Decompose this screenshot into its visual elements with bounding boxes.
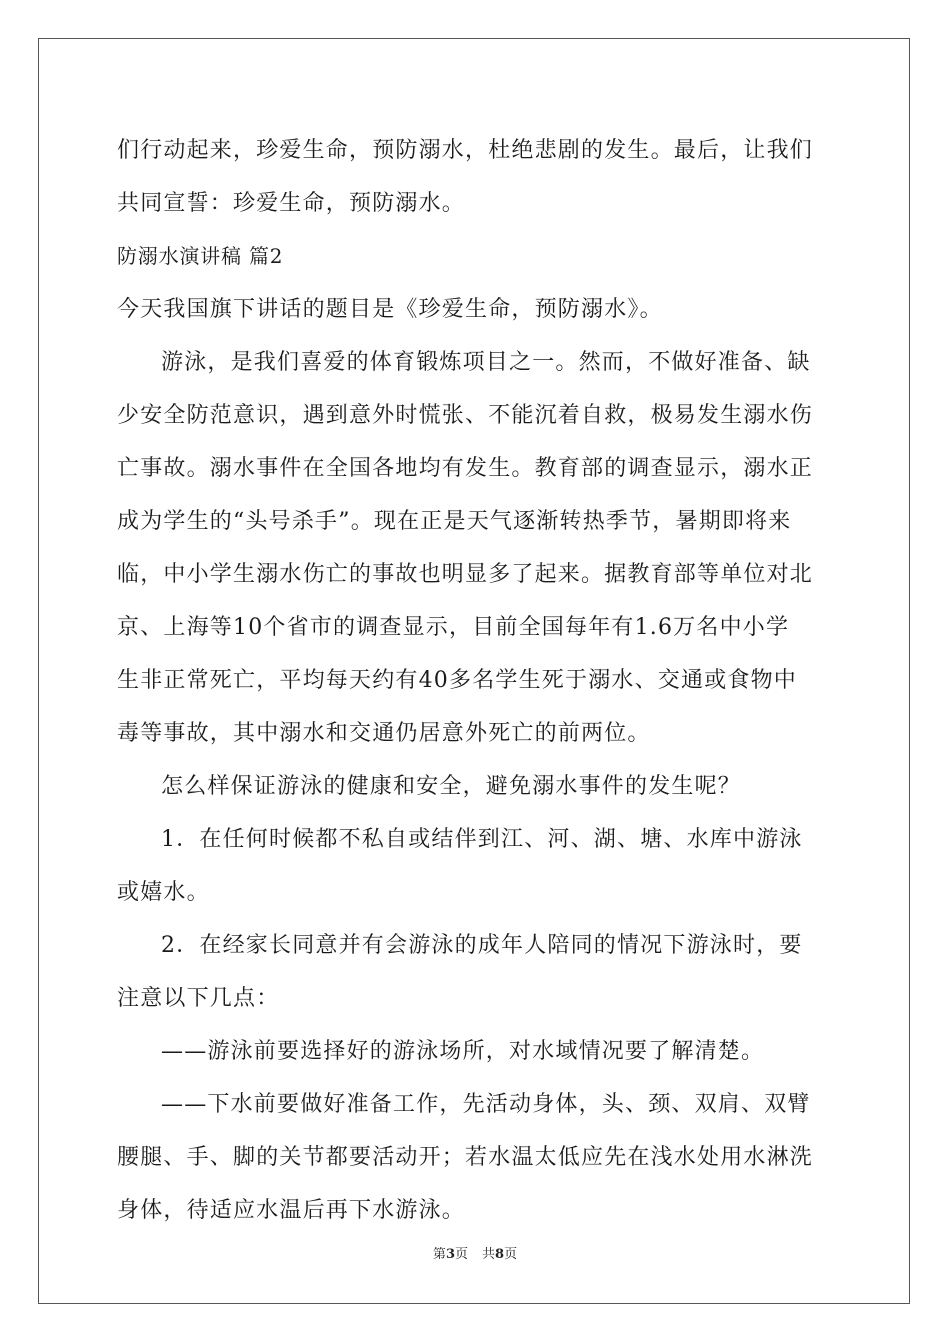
text-line: 毒等事故，其中溺水和交通仍居意外死亡的前两位。 xyxy=(117,721,651,746)
text-line: 2．在经家长同意并有会游泳的成年人陪同的情况下游泳时，要 xyxy=(161,933,803,958)
footer-total-pages: 8 xyxy=(495,1247,505,1262)
page-footer xyxy=(0,1243,950,1262)
text-line: 身体，待适应水温后再下水游泳。 xyxy=(117,1198,466,1223)
text-line: 生非正常死亡，平均每天约有40多名学生死于溺水、交通或食物中 xyxy=(117,668,797,693)
text-line: 今天我国旗下讲话的题目是《珍爱生命，预防溺水》。 xyxy=(117,297,663,322)
section-heading: 防溺水演讲稿 篇2 xyxy=(117,244,284,268)
text-line: ——游泳前要选择好的游泳场所，对水域情况要了解清楚。 xyxy=(161,1039,765,1064)
footer-page-number: 3 xyxy=(445,1247,455,1262)
document-body xyxy=(117,124,833,1237)
text-line: 1．在任何时候都不私自或结伴到江、河、湖、塘、水库中游泳 xyxy=(161,827,803,852)
text-line: 注意以下几点： xyxy=(117,986,280,1011)
text-line: 们行动起来，珍爱生命，预防溺水，杜绝悲剧的发生。最后，让我们 xyxy=(117,138,814,163)
text-line: 游泳，是我们喜爱的体育锻炼项目之一。然而，不做好准备、缺 xyxy=(161,350,811,375)
text-line: 腰腿、手、脚的关节都要活动开；若水温太低应先在浅水处用水淋洗 xyxy=(117,1145,814,1170)
footer-total-suffix: 页 xyxy=(504,1247,518,1262)
text-line: 少安全防范意识，遇到意外时慌张、不能沉着自救，极易发生溺水伤 xyxy=(117,403,814,428)
text-line: 怎么样保证游泳的健康和安全，避免溺水事件的发生呢？ xyxy=(161,774,742,799)
text-line: 亡事故。溺水事件在全国各地均有发生。教育部的调查显示，溺水正 xyxy=(117,456,814,481)
text-line: 或嬉水。 xyxy=(117,880,210,905)
text-line: 成为学生的“头号杀手”。现在正是天气逐渐转热季节，暑期即将来 xyxy=(117,509,792,534)
footer-page-suffix: 页 xyxy=(454,1247,468,1262)
footer-page-prefix: 第 xyxy=(432,1247,446,1262)
text-line: 共同宣誓：珍爱生命，预防溺水。 xyxy=(117,191,466,216)
text-line: 临，中小学生溺水伤亡的事故也明显多了起来。据教育部等单位对北 xyxy=(117,562,814,587)
text-line: ——下水前要做好准备工作，先活动身体，头、颈、双肩、双臂 xyxy=(161,1092,811,1117)
text-line: 京、上海等10个省市的调查显示，目前全国每年有1.6万名中小学 xyxy=(117,615,790,640)
footer-total-prefix: 共 xyxy=(482,1247,496,1262)
